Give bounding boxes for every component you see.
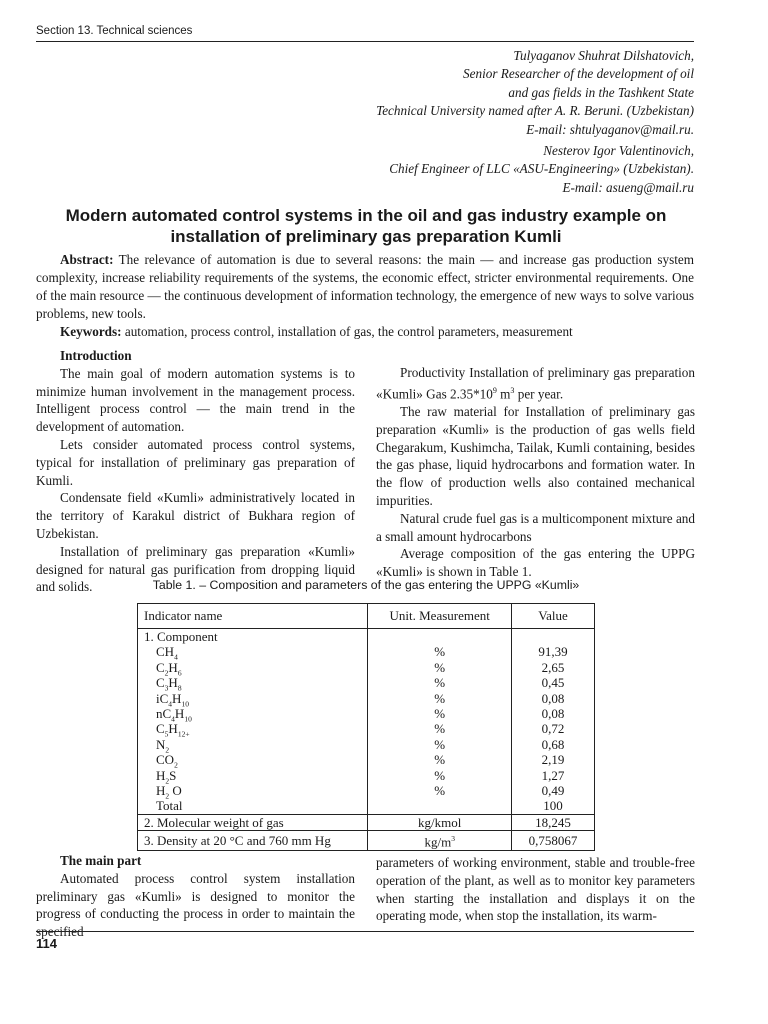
author-email: E-mail: asueng@mail.ru: [562, 179, 694, 195]
superscript: 9: [492, 385, 497, 395]
table-row: [138, 629, 595, 645]
abstract-label: Abstract:: [60, 252, 114, 267]
table-cell: [512, 629, 595, 645]
subscript: 2: [164, 668, 169, 678]
subscript: 2: [165, 745, 170, 755]
keywords-label: Keywords:: [60, 324, 122, 340]
text-run: per year.: [514, 386, 564, 402]
subscript: 12+: [177, 730, 190, 740]
author-email: E-mail: shtulyaganov@mail.ru.: [526, 121, 694, 137]
subscript: 2: [165, 776, 170, 786]
table-row: [138, 752, 595, 767]
body-paragraph: The raw material for Installation of preliminary gas preparation «Kumli» is the production of gas wells field Chegarakum, Kushimcha, Tailak, Kumli containing, besides the gas phase, liquid hydrocarbons and formation water. In the flow of production wells also contained mechanical impurities.: [376, 403, 695, 508]
superscript: 3: [451, 834, 455, 844]
table-row: [138, 798, 595, 814]
table-row: [138, 783, 595, 798]
text-run: Productivity Installation of preliminary gas preparation «Kumli» Gas 2.35*10: [376, 365, 695, 402]
text-run: m: [496, 386, 511, 402]
subscript: 4: [171, 714, 175, 724]
value-cell: 0,68: [512, 737, 595, 752]
right-column-main: [376, 854, 695, 925]
formula-cell: $C_3H_8$: [138, 675, 368, 690]
formula-cell: $nC_4H_{10}$: [138, 706, 368, 721]
subscript: 6: [177, 668, 182, 678]
mw-label-cell: 2. Molecular weight of gas: [138, 814, 368, 830]
table-row: [138, 814, 595, 830]
section-header: Section 13. Technical sciences: [36, 25, 193, 37]
unit-cell: $kg/m^3$: [368, 831, 512, 851]
total-label-cell: Total: [138, 798, 368, 814]
abstract-text: The relevance of automation is due to several reasons: the main — and increase gas production system complexity, increase reliability requirements of the systems, the economic effect, stricter environmental requirements. One of the main resource — the continuous development of information technology, the emergence of new ways to solve various problems, new tools.: [36, 252, 694, 322]
value-cell: 0,08: [512, 691, 595, 706]
left-column: [36, 347, 355, 596]
value-cell: 0,08: [512, 706, 595, 721]
value-cell: 91,39: [512, 644, 595, 659]
body-paragraph: [376, 364, 695, 403]
abstract-paragraph: [36, 251, 694, 323]
table-header-row: [138, 604, 595, 629]
value-cell: 0,72: [512, 721, 595, 736]
table-row: [138, 644, 595, 659]
subscript: 2: [165, 791, 170, 801]
value-cell: 2,65: [512, 660, 595, 675]
subscript: 10: [181, 699, 189, 709]
superscript: 3: [510, 385, 515, 395]
column-header: Value: [512, 604, 595, 629]
table-row: [138, 831, 595, 851]
subscript: 8: [177, 683, 182, 693]
unit-cell: %: [368, 768, 512, 783]
density-label-cell: 3. Density at 20 °C and 760 mm Hg: [138, 831, 368, 851]
left-column-main: [36, 852, 355, 941]
author-block: [174, 47, 694, 197]
value-cell: 0,758067: [512, 831, 595, 851]
right-column: [376, 364, 695, 581]
unit-cell: %: [368, 706, 512, 721]
table-body: [138, 629, 595, 851]
page-number: 114: [36, 936, 57, 951]
author-line: Technical University named after A. R. Beruni. (Uzbekistan): [376, 103, 694, 119]
subscript: 4: [168, 699, 173, 709]
keywords-text: automation, process control, installation of gas, the control parameters, measurement: [121, 324, 573, 340]
body-paragraph: Average composition of the gas entering the UPPG «Kumli» is shown in Table 1.: [376, 546, 695, 580]
formula-cell: $CO_2$: [138, 752, 368, 767]
value-cell: 1,27: [512, 768, 595, 783]
composition-table: [137, 603, 595, 851]
value-cell: 0,49: [512, 783, 595, 798]
body-paragraph: Condensate field «Kumli» administratively located in the territory of Karakul district of Bukhara region of Uzbekistan.: [36, 490, 355, 541]
total-value-cell: 100: [512, 798, 595, 814]
subscript: 2: [174, 760, 178, 770]
unit-cell: kg/kmol: [368, 814, 512, 830]
body-paragraph: Lets consider automated process control systems, typical for installation of preliminary gas preparation of Kumli.: [36, 436, 355, 488]
section-heading-introduction: Introduction: [60, 348, 132, 363]
table-row: [138, 737, 595, 752]
author-line: and gas fields in the Tashkent State: [508, 84, 694, 100]
author-line: Senior Researcher of the development of oil: [463, 66, 694, 82]
body-paragraph: Installation of preliminary gas preparation «Kumli» designed for natural gas purification from dropping liquid and solids.: [36, 543, 355, 595]
section-heading-main-part: The main part: [60, 853, 142, 868]
author-line: Tulyaganov Shuhrat Dilshatovich,: [513, 48, 694, 63]
table-row: [138, 721, 595, 736]
formula-cell: $H_2$ O: [138, 783, 368, 798]
formula-cell: $iC_4H_{10}$: [138, 691, 368, 706]
body-paragraph: Natural crude fuel gas is a multicomponent mixture and a small amount hydrocarbons: [376, 510, 695, 544]
column-header: Unit. Measurement: [368, 604, 512, 629]
subscript: 10: [184, 714, 192, 724]
table-row: [138, 691, 595, 706]
subscript: 4: [174, 653, 178, 662]
value-cell: 18,245: [512, 814, 595, 830]
unit-cell: %: [368, 644, 512, 659]
column-header: Indicator name: [138, 604, 368, 629]
table-row: [138, 768, 595, 783]
body-paragraph: parameters of working environment, stable and trouble-free operation of the plant, as well as to monitor key parameters when starting the installation and displays it on the operating mode, when stop the installation, its warm-: [376, 855, 695, 924]
formula-cell: $N_2$: [138, 737, 368, 752]
keywords-paragraph: [36, 323, 694, 341]
footer-rule: [36, 931, 694, 932]
paper-title: Modern automated control systems in the oil and gas industry example on installation of preliminary gas preparation Kumli: [65, 206, 667, 246]
formula-cell: $C_5H_{12+}$: [138, 721, 368, 736]
body-paragraph: Automated process control system installation preliminary gas «Kumli» is designed to monitor the progress of conducting the process in order to maintain the specified: [36, 870, 355, 940]
subscript: 3: [164, 683, 169, 693]
table-caption: Table 1. – Composition and parameters of the gas entering the UPPG «Kumli»: [152, 578, 580, 592]
author-line: Nesterov Igor Valentinovich,: [543, 143, 694, 159]
table-row: [138, 675, 595, 690]
formula-cell: $H_2S$: [138, 768, 368, 783]
unit-cell: %: [368, 752, 512, 767]
value-cell: 2,19: [512, 752, 595, 767]
abstract: [36, 251, 694, 341]
body-paragraph: The main goal of modern automation systems is to minimize human involvement in the management process. Intelligent process control — the main trend in the development of automation.: [36, 365, 355, 435]
value-cell: 0,45: [512, 675, 595, 690]
table-cell: [368, 629, 512, 645]
author-line: Chief Engineer of LLC «ASU-Engineering» (Uzbekistan).: [389, 161, 694, 177]
subscript: 5: [164, 730, 169, 740]
unit-cell: [368, 798, 512, 814]
header-rule: [36, 41, 694, 42]
unit-cell: %: [368, 783, 512, 798]
unit-cell: %: [368, 675, 512, 690]
unit-cell: %: [368, 721, 512, 736]
unit-cell: %: [368, 737, 512, 752]
formula-cell: $C_2H_6$: [138, 660, 368, 675]
table-row: [138, 660, 595, 675]
unit-cell: %: [368, 691, 512, 706]
formula-cell: $CH_4$: [138, 644, 368, 659]
unit-cell: %: [368, 660, 512, 675]
table-cell: 1. Component: [138, 629, 368, 645]
table-row: [138, 706, 595, 721]
